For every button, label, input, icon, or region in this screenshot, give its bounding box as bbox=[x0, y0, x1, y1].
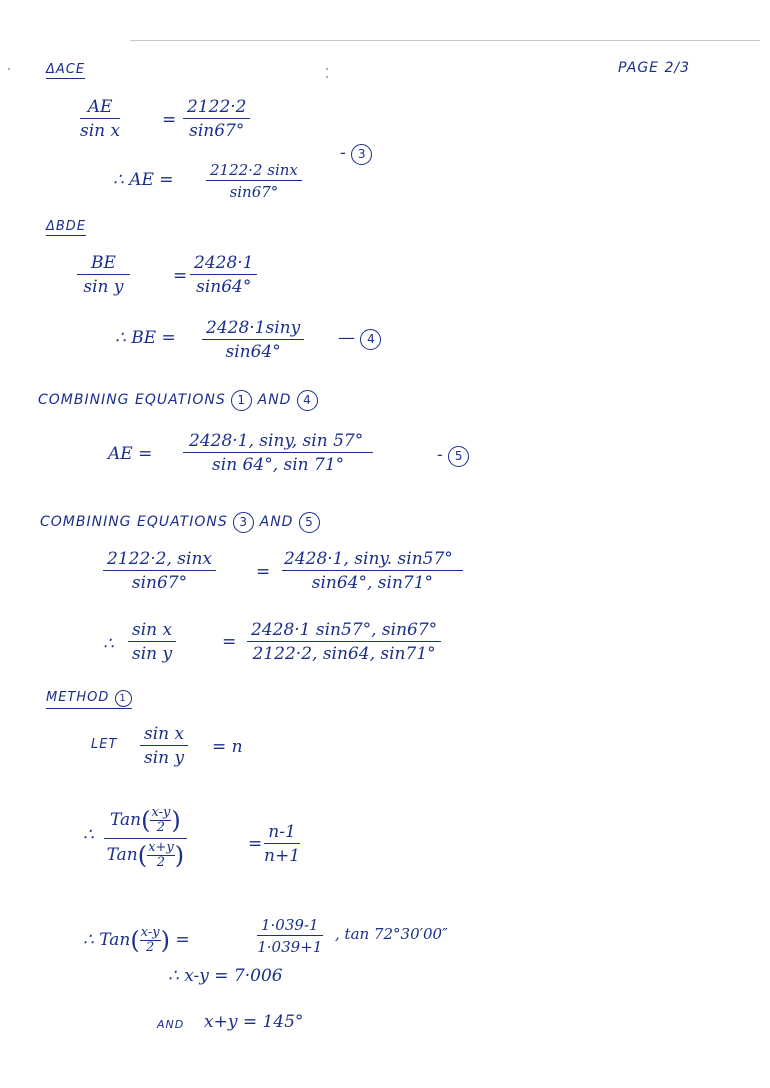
tan-step: ∴ Tan( $\frac{x-y}{2}$ ) = bbox=[83, 925, 190, 955]
therefore-symbol: ∴ bbox=[103, 634, 114, 654]
tan-half-sum: Tan( $\frac{x+y}{2}$ ) bbox=[106, 840, 185, 870]
combine1-lhs: AE = bbox=[108, 444, 153, 464]
ace-result-prefix: ∴ AE = bbox=[113, 170, 174, 190]
combine2-right-denominator: sin64°, sin71° bbox=[311, 573, 434, 593]
tan-identity-fraction bbox=[104, 806, 187, 870]
bde-f1-denominator: sin y bbox=[83, 277, 124, 297]
equals-sign: = bbox=[222, 632, 237, 652]
page-number: PAGE 2/3 bbox=[618, 60, 690, 76]
bde-result-fraction bbox=[202, 318, 304, 362]
ace-f1-numerator: AE bbox=[80, 97, 120, 119]
ace-result-fraction bbox=[206, 161, 302, 201]
result-x-minus-y: ∴ x-y = 7·006 bbox=[168, 966, 283, 986]
combine1-numerator: 2428·1, siny, sin 57° bbox=[183, 431, 373, 453]
equals-sign: = bbox=[173, 266, 188, 286]
combine2-right-fraction bbox=[282, 549, 463, 593]
bde-result-denominator: sin64° bbox=[225, 342, 281, 362]
bde-result-numerator: 2428·1siny bbox=[202, 318, 304, 340]
step-fraction bbox=[257, 916, 323, 956]
equation-tag-4: — 4 bbox=[338, 328, 381, 350]
step-denominator: 1·039+1 bbox=[257, 938, 323, 956]
circled-1: 1 bbox=[231, 390, 252, 411]
let-numerator: sin x bbox=[140, 724, 188, 746]
combine2-r2-numerator: 2428·1 sin57°, sin67° bbox=[247, 620, 441, 642]
combining-heading-2: COMBINING EQUATIONS 3 AND 5 bbox=[40, 512, 320, 533]
equation-tag-3: - 3 bbox=[340, 143, 372, 165]
ace-f1-denominator: sin x bbox=[80, 121, 121, 141]
ace-f2-denominator: sin67° bbox=[189, 121, 245, 141]
combining-heading-1: COMBINING EQUATIONS 1 AND 4 bbox=[38, 390, 318, 411]
combine2-left-denominator: sin67° bbox=[131, 573, 188, 593]
ace-fraction-ae-sinx bbox=[80, 97, 120, 141]
let-denominator: sin y bbox=[143, 748, 185, 768]
combine2-right-numerator: 2428·1, siny. sin57° bbox=[282, 549, 463, 571]
scan-speck bbox=[326, 76, 328, 78]
top-rule bbox=[130, 40, 760, 41]
equals-sign: = bbox=[162, 110, 177, 130]
combine1-fraction bbox=[183, 431, 373, 475]
n-fraction bbox=[264, 822, 300, 866]
and-label: AND bbox=[157, 1018, 185, 1031]
circled-3: 3 bbox=[233, 512, 254, 533]
therefore-symbol: ∴ bbox=[83, 825, 94, 845]
ace-f2-numerator: 2122·2 bbox=[183, 97, 250, 119]
ace-fraction-rhs bbox=[183, 97, 250, 141]
combine2-r2-denominator: 2122·2, sin64, sin71° bbox=[252, 644, 436, 664]
combine2-left-fraction bbox=[103, 549, 216, 593]
combine2-left-numerator: 2122·2, sinx bbox=[103, 549, 216, 571]
triangle-bde-heading: ΔBDE bbox=[46, 219, 87, 234]
combine2-result-fraction bbox=[247, 620, 441, 664]
scan-speck bbox=[326, 68, 328, 70]
let-label: LET bbox=[91, 737, 118, 752]
combine2-l2-denominator: sin y bbox=[131, 644, 173, 664]
method-heading: METHOD 1 bbox=[46, 690, 132, 709]
combine1-denominator: sin 64°, sin 71° bbox=[212, 455, 345, 475]
equals-sign: = bbox=[256, 562, 271, 582]
equals-sign: = bbox=[248, 834, 263, 854]
step-numerator: 1·039-1 bbox=[257, 916, 323, 936]
let-rhs: = n bbox=[212, 737, 243, 757]
equation-tag-5: - 5 bbox=[437, 445, 469, 467]
n-plus-1: n+1 bbox=[264, 846, 301, 866]
circled-1: 1 bbox=[115, 690, 132, 707]
bde-fraction-rhs bbox=[190, 253, 257, 297]
ace-result-denominator: sin67° bbox=[229, 183, 279, 201]
result-x-plus-y: x+y = 145° bbox=[204, 1012, 304, 1032]
tan-half-diff: Tan( $\frac{x-y}{2}$ ) bbox=[104, 806, 187, 839]
triangle-ace-heading: ΔACE bbox=[46, 62, 86, 77]
combine2-l2-numerator: sin x bbox=[128, 620, 176, 642]
scan-speck bbox=[8, 68, 10, 70]
circled-5: 5 bbox=[299, 512, 320, 533]
bde-f1-numerator: BE bbox=[77, 253, 130, 275]
n-minus-1: n-1 bbox=[264, 822, 300, 844]
ace-result-numerator: 2122·2 sinx bbox=[206, 161, 302, 181]
bde-fraction-be-siny bbox=[77, 253, 130, 297]
combine2-sinx-siny-fraction bbox=[128, 620, 176, 664]
bde-result-prefix: ∴ BE = bbox=[115, 328, 176, 348]
bde-f2-denominator: sin64° bbox=[196, 277, 252, 297]
let-fraction bbox=[140, 724, 188, 768]
bde-f2-numerator: 2428·1 bbox=[190, 253, 257, 275]
circled-4: 4 bbox=[297, 390, 318, 411]
step-tail: , tan 72°30′00″ bbox=[335, 925, 448, 943]
